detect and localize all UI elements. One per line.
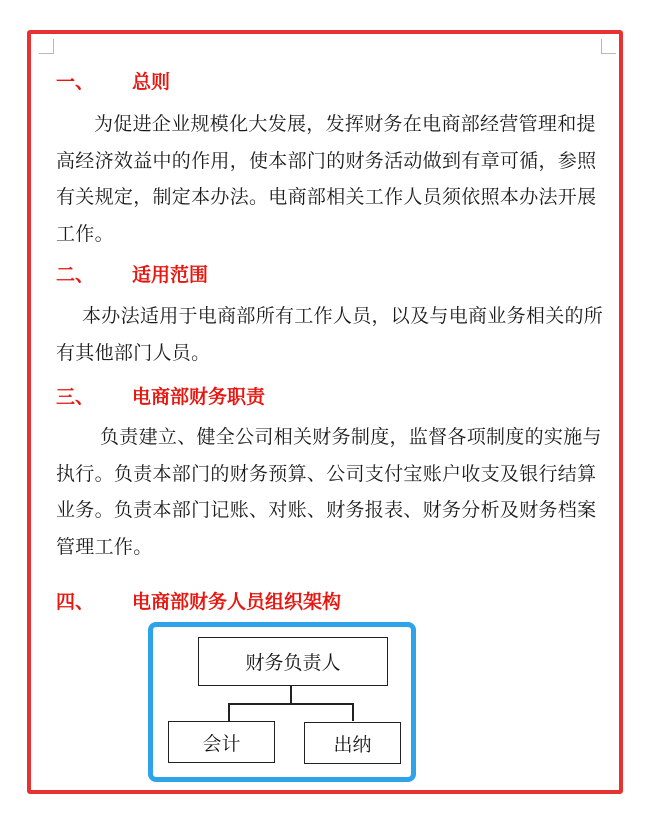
section-number: 四、 [56, 591, 95, 613]
org-connector-line [228, 703, 230, 721]
section-title: 适用范围 [132, 264, 209, 286]
org-node-cashier: 出纳 [304, 722, 401, 764]
margin-corner-mark [601, 39, 616, 54]
org-connector-line [352, 703, 354, 721]
section-title: 总则 [132, 71, 171, 93]
section-title: 电商部财务人员组织架构 [132, 591, 342, 613]
org-connector-line [228, 703, 353, 705]
org-connector-line [290, 686, 292, 703]
org-node-accountant: 会计 [168, 721, 275, 763]
section-number: 三、 [56, 386, 95, 408]
org-node-finance-head: 财务负责人 [198, 637, 388, 686]
section-number: 二、 [56, 264, 95, 286]
margin-corner-mark [39, 39, 54, 54]
section-title: 电商部财务职责 [132, 386, 266, 408]
paragraph-duties: 负责建立、健全公司相关财务制度，监督各项制度的实施与执行。负责本部门的财务预算、公司支付宝账户收支及银行结算业务。负责本部门记账、对账、财务报表、财务分析及财务档案管理工作。 [56, 426, 602, 558]
paragraph-scope: 本办法适用于电商部所有工作人员，以及与电商业务相关的所有其他部门人员。 [56, 305, 604, 364]
section-number: 一、 [56, 71, 95, 93]
paragraph-general: 为促进企业规模化大发展，发挥财务在电商部经营管理和提高经济效益中的作用，使本部门的财务活动做到有章可循，参照有关规定，制定本办法。电商部相关工作人员须依照本办法开展工作。 [56, 113, 597, 245]
org-chart-frame [148, 622, 416, 782]
